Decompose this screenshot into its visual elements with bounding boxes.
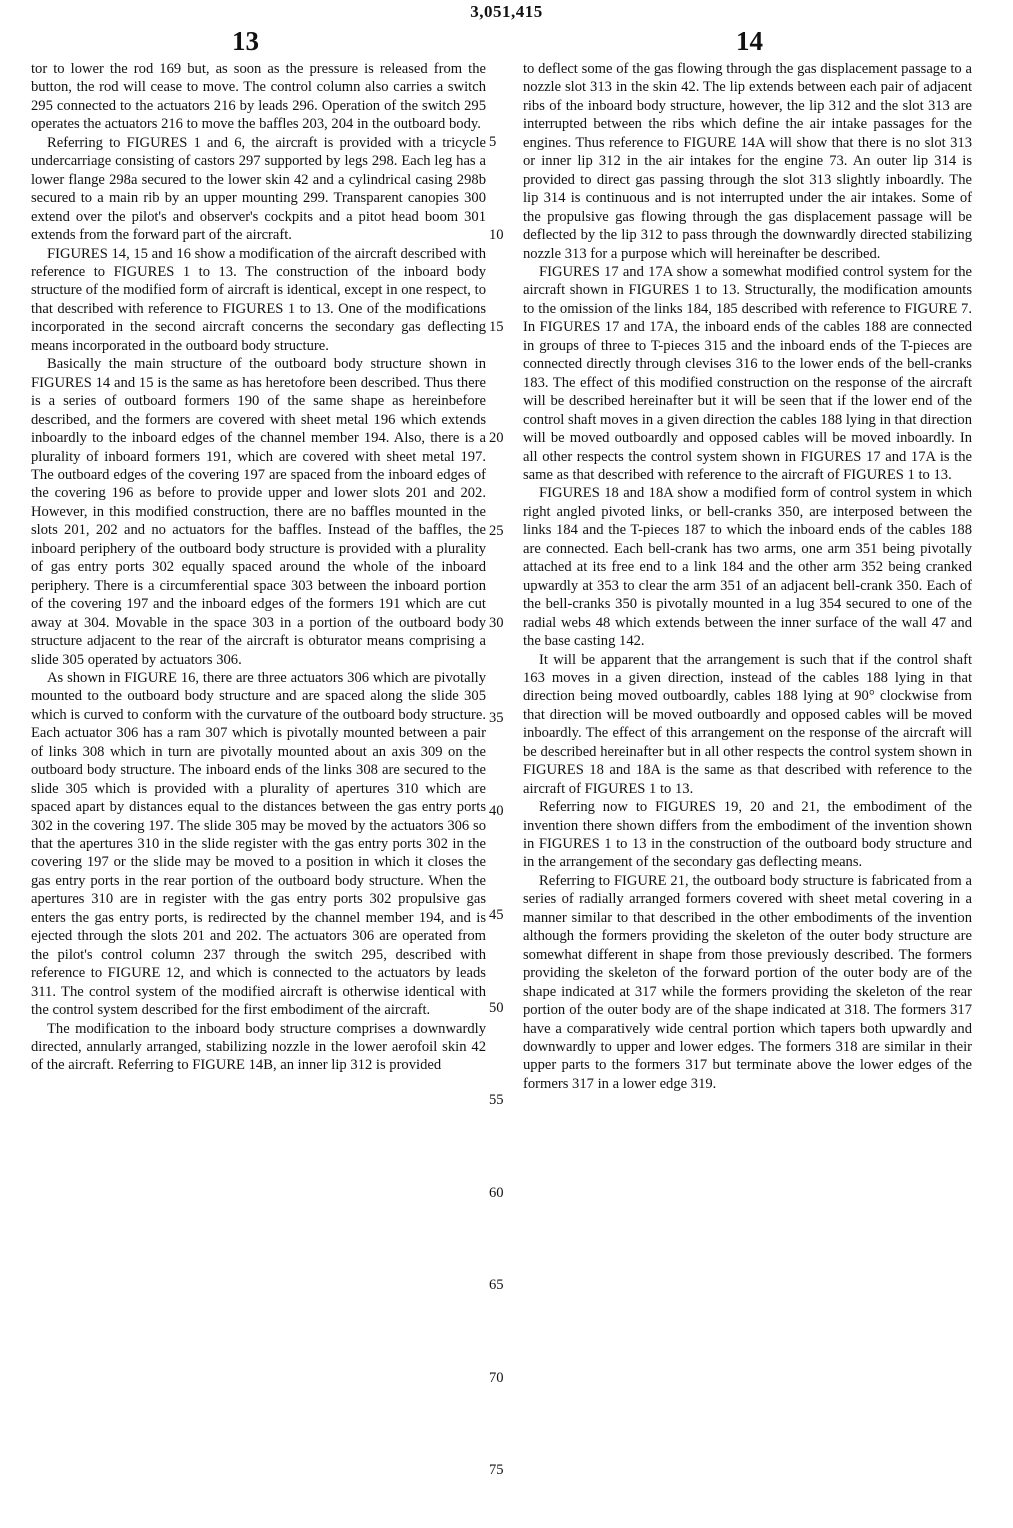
left-paragraph: Referring to FIGURES 1 and 6, the aircraft is provided with a tricycle undercarriage consisting of castors 297 supported by legs 298. Each leg has a lower flange 298a secured to the lower skin 42 and a cylindrical casing 298b secured to a main rib by an upper mounting 299. Transparent canopies 300 extend over the pilot's and observer's cockpits and a pitot head boom 301 extends from the forward part of the aircraft.	[31, 134, 486, 244]
right-paragraph: FIGURES 17 and 17A show a somewhat modified control system for the aircraft shown in FIGURES 1 to 13. Structurally, the modification amounts to the omission of the links 184, 185 described with reference to FIGURE 7. In FIGURES 17 and 17A, the inboard ends of the cables 188 are connected in groups of three to T-pieces 315 and the inboard ends of the T-pieces are connected directly through clevises 316 to the lower ends of the bell-cranks 183. The effect of this modified construction on the response of the aircraft will be described hereinafter but it will be seen that if the lower end of the control shaft moves in a given direction the cables 188 lying in that direction will be moved outboardly and opposed cables will be moved inboardly. In all other respects the control system shown in FIGURES 17 and 17A is the same as that described with reference to the aircraft of FIGURES 1 to 13.	[523, 263, 972, 483]
left-paragraph: FIGURES 14, 15 and 16 show a modification of the aircraft described with reference to FIGURES 1 to 13. The construction of the inboard body structure of the modified form of aircraft is identical, except in one respect, to that described with reference to FIGURES 1 to 13. One of the modifications incorporated in the second aircraft concerns the secondary gas deflecting means incorporated in the outboard body structure.	[31, 245, 486, 354]
line-number: 55	[489, 1092, 504, 1108]
line-number: 30	[489, 615, 504, 631]
line-number: 35	[489, 710, 504, 726]
right-paragraph: It will be apparent that the arrangement is such that if the control shaft 163 moves in a given direction, instead of the cables 188 lying in that direction being moved outboardly, cables 188 lying at 90° clockwise from that direction will be moved outboardly and opposed cables will be moved inboardly. The effect of this arrangement on the response of the aircraft will be described hereinafter but in all other respects the control system shown in FIGURES 18 and 18A is the same as that described with reference to the aircraft of FIGURES 1 to 13.	[523, 651, 972, 797]
line-number: 70	[489, 1370, 504, 1386]
right-paragraph: Referring to FIGURE 21, the outboard body structure is fabricated from a series of radially arranged formers covered with sheet metal covering in a manner similar to that described in the other embodiments of the invention although the formers providing the skeleton of the outer body structure are somewhat different in shape from those previously described. The formers providing the skeleton of the forward portion of the outer body are of the shape indicated at 317 while the formers providing the skeleton of the rear portion of the outer body are of the shape indicated at 318. The formers 317 have a comparatively wide central portion which tapers both upwardly and downwardly to upper and lower edges. The formers 318 are similar in their upper parts to the formers 317 but terminate above the lower edges of the formers 317 in a lower edge 319.	[523, 872, 972, 1092]
line-number-gutter	[489, 60, 519, 1490]
line-number: 65	[489, 1277, 504, 1293]
left-paragraph: As shown in FIGURE 16, there are three actuators 306 which are pivotally mounted to the outboard body structure and are spaced along the slide 305 which is curved to conform with the curvature of the outboard body structure. Each actuator 306 has a ram 307 which is pivotally mounted between a pair of links 308 which in turn are pivotally mounted about an axis 309 on the outboard body structure. The inboard ends of the links 308 are secured to the slide 305 which is provided with a plurality of apertures 310 which are spaced apart by distances equal to the distances between the gas entry ports 302 in the covering 197. The slide 305 may be moved by the actuators 306 so that the apertures 310 in the slide register with the gas entry ports 302 in the covering 197 or the slide may be moved to a position in which it closes the gas entry ports in the rear portion of the outboard body structure. When the apertures 310 are in register with the gas entry ports 302 propulsive gas enters the gas entry ports, is redirected by the channel member 194, and is ejected through the slots 201 and 202. The actuators 306 are operated from the pilot's control column 237 through the switch 295, described with reference to FIGURE 12, and which is connected to the actuators by leads 311. The control system of the modified aircraft is otherwise identical with the control system described for the first embodiment of the aircraft.	[31, 669, 486, 1019]
left-page-number: 13	[232, 26, 259, 56]
left-paragraph: The modification to the inboard body structure comprises a downwardly directed, annularly arranged, stabilizing nozzle in the lower aerofoil skin 42 of the aircraft. Referring to FIGURE 14B, an inner lip 312 is provided	[31, 1020, 486, 1074]
line-number: 15	[489, 319, 504, 335]
line-number: 20	[489, 430, 504, 446]
line-number: 75	[489, 1462, 504, 1478]
right-paragraph: FIGURES 18 and 18A show a modified form of control system in which right angled pivoted links, or bell-cranks 350, are interposed between the links 184 and the T-pieces 187 to which the inboard ends of the cables 188 are connected. Each bell-crank has two arms, one arm 351 being pivotally attached at its free end to a link 184 and the other arm 352 being cranked upwardly at 353 to clear the arm 351 of an adjacent bell-crank 350. Each of the bell-cranks 350 is pivotally mounted in a lug 354 secured to one of the radial webs 48 which extends between the inner surface of the wall 47 and the base casting 142.	[523, 485, 972, 650]
right-paragraph: to deflect some of the gas flowing through the gas displacement passage to a nozzle slot 313 in the skin 42. The lip extends between each pair of adjacent ribs of the inboard body structure, however, the lip 312 and the slot 313 are interrupted between the ribs which define the air intake passages for the engines. Thus reference to FIGURE 14A will show that there is no slot 313 or inner lip 312 in the air intakes for the engine 73. An outer lip 314 is provided to direct gas passing through the slot 313 slightly inboardly. The lip 314 is continuous and is not interrupted under the air intakes. Some of the propulsive gas flowing through the gas displacement passage will be deflected by the lip 312 to pass through the downwardly directed stabilizing nozzle 313 for a purpose which will hereinafter be described.	[523, 61, 972, 262]
right-text-column	[523, 60, 972, 1093]
right-page-number: 14	[736, 26, 763, 56]
line-number: 10	[489, 227, 504, 243]
line-number: 5	[489, 134, 497, 150]
left-text-column	[31, 60, 486, 1075]
right-paragraph: Referring now to FIGURES 19, 20 and 21, the embodiment of the invention there shown differs from the embodiment of the invention shown in FIGURES 1 to 13 in the construction of the outboard body structure and in the arrangement of the secondary gas deflecting means.	[523, 799, 972, 871]
line-number: 40	[489, 803, 504, 819]
line-number: 25	[489, 523, 504, 539]
line-number: 60	[489, 1185, 504, 1201]
left-paragraph: Basically the main structure of the outboard body structure shown in FIGURES 14 and 15 is the same as has heretofore been described. Thus there is a series of outboard formers 190 of the same shape as hereinbefore described, and the formers are covered with sheet metal 196 which extends inboardly to the inboard edges of the channel member 194. Also, there is a plurality of inboard formers 191, which are covered with sheet metal 197. The outboard edges of the covering 197 are spaced from the inboard edges of the covering 196 as before to provide upper and lower slots 201 and 202. However, in this modified construction, there are no baffles mounted in the slots 201, 202 and no actuators for the baffles. Instead of the baffles, the inboard periphery of the outboard body structure is provided with a plurality of gas entry ports 302 equally spaced around the whole of the inboard periphery. There is a circumferential space 303 between the inboard portion of the covering 197 and the inboard edges of the formers 191 which are cut away at 304. Movable in the space 303 in a portion of the outboard body structure adjacent to the rear of the aircraft is obturator means comprising a slide 305 operated by actuators 306.	[31, 356, 486, 668]
line-number: 45	[489, 907, 504, 923]
left-paragraph: tor to lower the rod 169 but, as soon as the pressure is released from the button, the rod will cease to move. The control column also carries a switch 295 connected to the actuators 216 by leads 296. Operation of the switch 295 operates the actuators 216 to move the baffles 203, 204 in the outboard body.	[31, 61, 486, 133]
page-header	[0, 0, 1013, 60]
patent-number: 3,051,415	[470, 2, 543, 21]
line-number: 50	[489, 1000, 504, 1016]
